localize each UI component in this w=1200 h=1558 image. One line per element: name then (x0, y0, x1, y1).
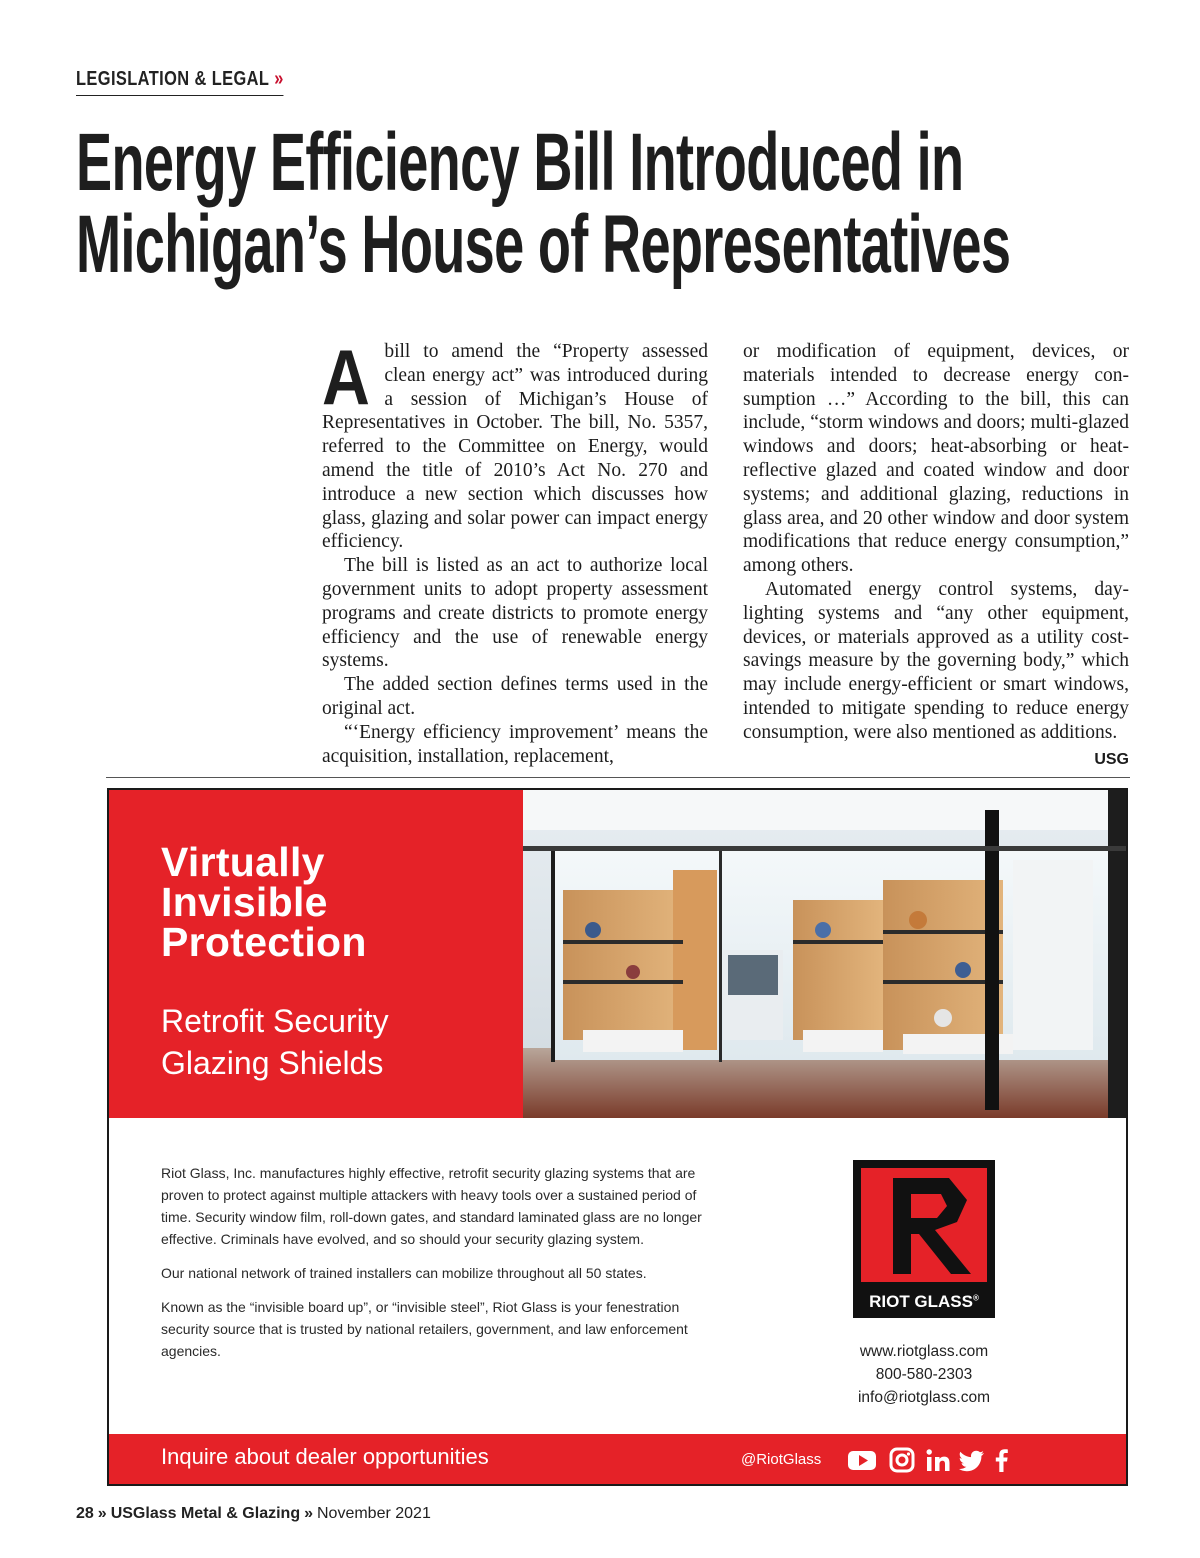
article-paragraph: The added section defines terms used in the original act. (322, 674, 708, 719)
end-mark: USG (1094, 750, 1129, 768)
page-footer (76, 1505, 431, 1523)
article-paragraph (322, 333, 708, 554)
paragraph-text: bill to amend the “Property assessed clean energy act” was introduced during a session of Michigan’s House of Representatives in October. The bill, No. 5357, referred to the Committee on Energy, would amend the title of 2010’s Act No. 270 and introduce a new section which discusses how glass, glazing and solar power can impact energy efficiency. (322, 341, 708, 553)
dealer-cta[interactable]: Inquire about dealer opportunities (161, 1444, 489, 1469)
chevron-icon: » (97, 1505, 107, 1522)
headline-line-2: Michigan’s House of Representatives (76, 199, 1011, 290)
article-paragraph: or modification of equipment, devices, or materials intended to decrease energy consumption …” According to the bill, this can include, “storm windows and doors; multi-glazed windows and doors; heat-absorbing or heat-reflective glazed and coated window and door systems; and additional glazing, reductions in glass area, and 20 other window and door system modifications that reduce energy consumption,” among others. (743, 341, 1129, 577)
divider-rule (106, 777, 1130, 778)
headline-line-1: Energy Efficiency Bill Introduced in (76, 117, 964, 208)
ad-paragraph: Known as the “invisible board up”, or “invisible steel”, Riot Glass is your fenestration security source that is trusted by national retailers, government, and law enforcement agencies. (161, 1299, 688, 1359)
instagram-icon[interactable] (887, 1446, 917, 1474)
website-link[interactable]: www.riotglass.com (859, 1343, 989, 1360)
ad-red-panel (109, 790, 523, 1118)
article-column-1 (322, 333, 708, 768)
ad-body-copy (161, 1162, 709, 1374)
chevron-icon: » (304, 1505, 313, 1522)
ad-sub-line-2: Glazing Shields (161, 1045, 384, 1081)
paragraph-text: Automated energy control systems, daylighting systems and “any other equipment, devices, or materials approved as a utility cost-savings measure by the governing body,” which may include energy-efficient or smart windows, intended to mitigate spending to reduce energy consumption, were also mentioned as additions. (743, 578, 1129, 743)
section-label (76, 68, 284, 96)
ad-sub-line-1: Retrofit Security (161, 1003, 389, 1039)
riot-glass-logo (853, 1160, 995, 1318)
page-number: 28 (76, 1505, 94, 1522)
issue-date: November 2021 (317, 1505, 431, 1522)
ad-headline-line-3: Protection (161, 919, 367, 965)
email-link[interactable]: info@riotglass.com (857, 1389, 991, 1406)
section-label-text: LEGISLATION & LEGAL (76, 68, 270, 90)
ad-paragraph: Riot Glass, Inc. manufactures highly effective, retrofit security glazing systems that are proven to protect against multiple attackers with heavy tools over a sustained period of time. Security window film, roll-down gates, and standard laminated glass are no longer effective. Criminals have evolved, and so should your security glazing system. (161, 1165, 702, 1247)
storefront-photo (523, 790, 1128, 1118)
contact-info (809, 1340, 1039, 1409)
advertisement (107, 788, 1128, 1486)
chevron-icon: » (274, 68, 284, 90)
social-handle: @RiotGlass (741, 1451, 822, 1468)
linkedin-icon[interactable] (923, 1446, 953, 1474)
facebook-icon[interactable] (987, 1446, 1017, 1474)
phone-number[interactable]: 800-580-2303 (875, 1366, 973, 1383)
article-paragraph: “‘Energy efficiency improvement’ means the acquisition, installation, replacement, (322, 721, 708, 767)
article-column-2 (743, 340, 1129, 771)
logo-text: RIOT GLASS® (869, 1292, 979, 1311)
youtube-icon[interactable] (847, 1446, 877, 1474)
article-paragraph: The bill is listed as an act to authorize local government units to adopt property assessment programs and create districts to promote energy efficiency and the use of renewable energy systems. (322, 555, 708, 672)
ad-paragraph: Our national network of trained installers can mobilize throughout all 50 states. (161, 1265, 647, 1281)
ad-headline-line-1: Virtually (161, 839, 325, 885)
article-headline (76, 117, 1011, 290)
article-paragraph (743, 578, 1129, 768)
ad-headline-line-2: Invisible (161, 879, 328, 925)
ad-headline (161, 839, 367, 965)
publication-name: USGlass Metal & Glazing (110, 1505, 301, 1522)
logo-mark-icon (853, 1160, 995, 1290)
drop-cap: A (322, 333, 370, 421)
ad-footer-bar (109, 1434, 1128, 1486)
ad-subheadline (161, 1000, 389, 1084)
twitter-icon[interactable] (957, 1446, 987, 1474)
